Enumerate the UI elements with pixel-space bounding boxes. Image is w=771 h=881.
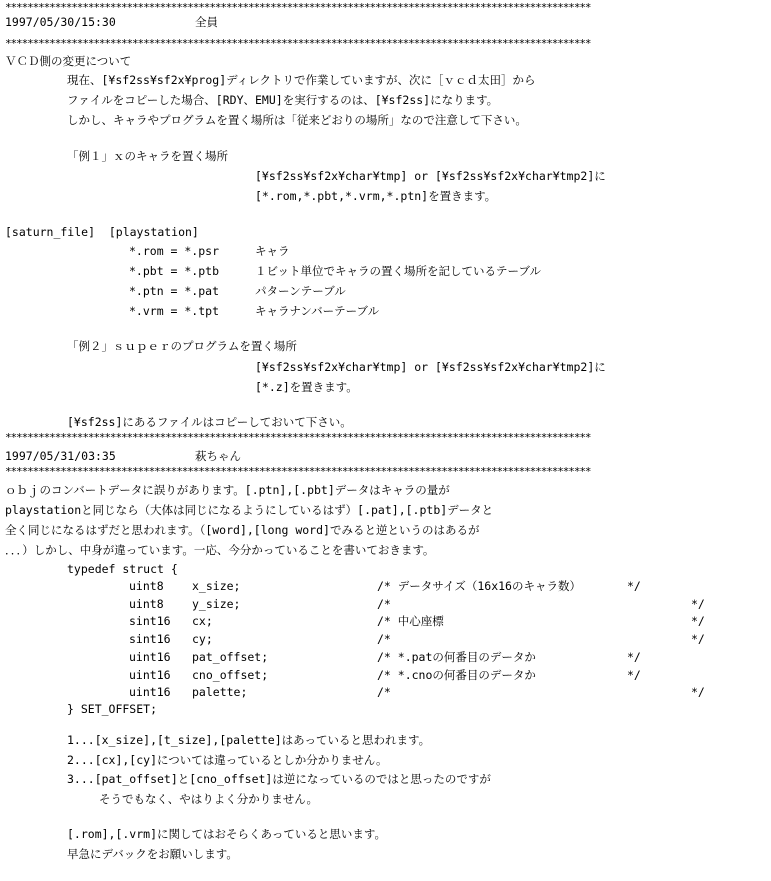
field-type: uint16	[129, 668, 171, 682]
closing-line: [¥sf2ss]にあるファイルはコピーしておいて下さい。	[67, 415, 352, 429]
field-type: uint8	[129, 579, 164, 593]
entry-date: 1997/05/31/03:35	[5, 449, 116, 463]
separator-line: **********************************************************************************************************	[5, 465, 591, 478]
field-name: palette;	[192, 685, 248, 699]
table-row-map: *.pbt = *.ptb	[129, 264, 220, 278]
paragraph-line: しかし、キャラやプログラムを置く場所は「従来どおりの場所」なので注意して下さい。	[67, 113, 527, 127]
table-row-map: *.ptn = *.pat	[129, 284, 220, 298]
field-type: uint16	[129, 685, 171, 699]
field-name: cy;	[192, 632, 213, 646]
example-path: [¥sf2ss¥sf2x¥char¥tmp] or [¥sf2ss¥sf2x¥char¥tmp2]に	[255, 169, 606, 183]
note-line: 1...[x_size],[t_size],[palette]はあっていると思われます。	[67, 733, 431, 747]
entry-title: ＶＣＤ側の変更について	[5, 54, 132, 68]
example-title: 「例２」ｓｕｐｅｒのプログラムを置く場所	[67, 339, 297, 353]
field-name: x_size;	[192, 579, 241, 593]
paragraph-line: ｏｂｊのコンバートデータに誤りがあります。[.ptn],[.pbt]データはキャラの量が	[5, 483, 450, 497]
field-comment: /* データサイズ（16x16のキャラ数）	[377, 579, 581, 593]
struct-close: } SET_OFFSET;	[67, 702, 158, 716]
paragraph-line: playstationと同じなら（大体は同じになるようにしているはず）[.pat],[.ptb]データと	[5, 503, 494, 517]
closing-line: [.rom],[.vrm]に関してはおそらくあっていると思います。	[67, 827, 386, 841]
field-name: cx;	[192, 614, 213, 628]
example-path: [*.rom,*.pbt,*.vrm,*.ptn]を置きます。	[255, 189, 497, 203]
example-path: [*.z]を置きます。	[255, 380, 358, 394]
paragraph-line: ファイルをコピーした場合、[RDY、EMU]を実行するのは、[¥sf2ss]になります。	[67, 93, 499, 107]
field-comment: /* *.patの何番目のデータか	[377, 650, 536, 664]
field-comment: /*	[377, 632, 391, 646]
example-title: 「例１」ｘのキャラを置く場所	[67, 149, 228, 163]
entry-date: 1997/05/30/15:30	[5, 15, 116, 29]
field-name: cno_offset;	[192, 668, 269, 682]
field-type: uint8	[129, 597, 164, 611]
field-comment: /* *.cnoの何番目のデータか	[377, 668, 536, 682]
field-type: sint16	[129, 614, 171, 628]
field-comment-end: */	[627, 668, 641, 682]
field-comment: /* 中心座標	[377, 614, 444, 628]
struct-open: typedef struct {	[67, 562, 178, 576]
field-name: y_size;	[192, 597, 241, 611]
paragraph-line: 現在、[¥sf2ss¥sf2x¥prog]ディレクトリで作業していますが、次に［ｖｃｄ太田］から	[67, 73, 536, 87]
field-comment-end: */	[627, 579, 641, 593]
field-comment: /*	[377, 597, 391, 611]
field-comment-end: */	[691, 632, 705, 646]
field-comment: /*	[377, 685, 391, 699]
paragraph-line: 全く同じになるはずだと思われます。（[word],[long word]でみると逆というのはあるが	[5, 523, 480, 537]
field-type: sint16	[129, 632, 171, 646]
table-row-desc: キャラ	[255, 244, 290, 258]
field-comment-end: */	[627, 650, 641, 664]
table-row-map: *.rom = *.psr	[129, 244, 220, 258]
entry-author: 全員	[195, 15, 218, 29]
closing-line: 早急にデバックをお願いします。	[67, 847, 238, 861]
field-name: pat_offset;	[192, 650, 269, 664]
separator-line: **********************************************************************************************************	[5, 37, 591, 50]
table-header: [saturn_file] [playstation]	[5, 225, 199, 239]
entry-author: 萩ちゃん	[195, 449, 241, 463]
field-comment-end: */	[691, 614, 705, 628]
field-type: uint16	[129, 650, 171, 664]
note-line: 3...[pat_offset]と[cno_offset]は逆になっているのではと思ったのですが	[67, 772, 491, 786]
paragraph-line: ．．．）しかし、中身が違っています。一応、今分かっていることを書いておきます。	[5, 543, 435, 557]
note-line: 2...[cx],[cy]については違っているとしか分かりません。	[67, 753, 388, 767]
table-row-desc: キャラナンバーテーブル	[255, 304, 380, 318]
example-path: [¥sf2ss¥sf2x¥char¥tmp] or [¥sf2ss¥sf2x¥char¥tmp2]に	[255, 360, 606, 374]
separator-line: **********************************************************************************************************	[5, 431, 591, 444]
note-line: そうでもなく、やはりよく分かりません。	[99, 792, 318, 806]
table-row-desc: １ビット単位でキャラの置く場所を記しているテーブル	[255, 264, 542, 278]
table-row-map: *.vrm = *.tpt	[129, 304, 220, 318]
table-row-desc: パターンテーブル	[255, 284, 346, 298]
field-comment-end: */	[691, 685, 705, 699]
field-comment-end: */	[691, 597, 705, 611]
separator-line: **********************************************************************************************************	[5, 1, 591, 14]
